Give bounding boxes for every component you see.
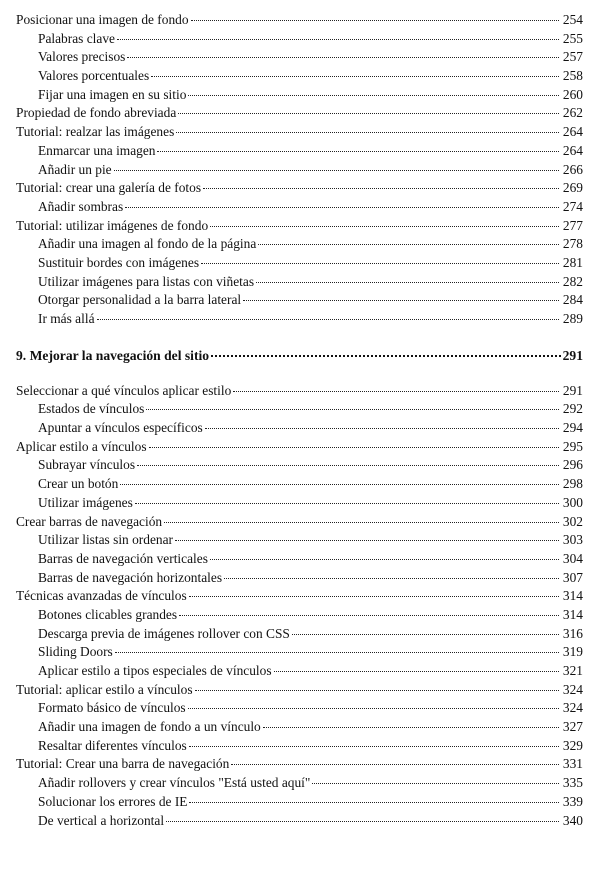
entry-title: Posicionar una imagen de fondo [16, 12, 189, 27]
entry-page-number: 300 [562, 494, 583, 510]
entry-page-number: 254 [562, 12, 583, 27]
toc-subentry[interactable] [16, 456, 583, 475]
dot-leader [210, 226, 559, 227]
entry-page-number: 307 [562, 569, 583, 585]
dot-leader [125, 207, 559, 208]
entry-page-number: 314 [562, 588, 583, 604]
toc-subentry[interactable] [16, 419, 583, 438]
toc-entry[interactable] [16, 587, 583, 606]
toc-subentry[interactable] [16, 67, 583, 86]
entry-page-number: 266 [562, 161, 583, 177]
entry-title: Añadir una imagen al fondo de la página [38, 236, 257, 252]
entry-title: Utilizar imágenes para listas con viñetas [38, 273, 255, 289]
entry-page-number: 257 [562, 49, 583, 65]
entry-title: Añadir sombras [38, 198, 124, 214]
toc-subentry[interactable] [16, 699, 583, 718]
entry-page-number: 302 [562, 513, 583, 529]
entry-title: Resaltar diferentes vínculos [38, 737, 187, 753]
toc-subentry[interactable] [16, 86, 583, 105]
entry-page-number: 298 [562, 476, 583, 492]
toc-subentry[interactable] [16, 774, 583, 793]
entry-page-number: 269 [562, 180, 583, 196]
dot-leader [188, 95, 559, 96]
entry-title: Propiedad de fondo abreviada [16, 105, 177, 121]
toc-entry[interactable] [16, 681, 583, 700]
toc-subentry[interactable] [16, 475, 583, 494]
dot-leader [176, 132, 559, 133]
entry-page-number: 260 [562, 86, 583, 102]
dot-leader [149, 447, 559, 448]
toc-entry[interactable] [16, 513, 583, 532]
dot-leader [231, 764, 559, 765]
dot-leader [201, 263, 559, 264]
entry-page-number: 278 [562, 236, 583, 252]
dot-leader [188, 708, 559, 709]
entry-title: Barras de navegación verticales [38, 550, 208, 566]
entry-page-number: 335 [562, 775, 583, 791]
dot-leader [211, 355, 561, 357]
toc-entry[interactable] [16, 217, 583, 236]
toc-subentry[interactable] [16, 273, 583, 292]
entry-title: Enmarcar una imagen [38, 142, 156, 158]
toc-entry[interactable] [16, 179, 583, 198]
dot-leader [210, 559, 559, 560]
dot-leader [191, 20, 559, 21]
entry-title: Botones clicables grandes [38, 606, 178, 622]
toc-entry[interactable] [16, 123, 583, 142]
entry-page-number: 291 [562, 382, 583, 398]
dot-leader [127, 57, 559, 58]
entry-title: Valores porcentuales [38, 68, 150, 84]
entry-page-number: 284 [562, 292, 583, 308]
entry-page-number: 324 [562, 681, 583, 697]
dot-leader [179, 615, 559, 616]
toc-subentry[interactable] [16, 310, 583, 329]
entry-title: Tutorial: aplicar estilo a vínculos [16, 681, 193, 697]
dot-leader [97, 319, 559, 320]
dot-leader [135, 503, 559, 504]
entry-title: Tutorial: crear una galería de fotos [16, 180, 202, 196]
entry-page-number: 281 [562, 254, 583, 270]
entry-page-number: 340 [562, 812, 583, 828]
entry-title: Tutorial: realzar las imágenes [16, 124, 175, 140]
entry-page-number: 262 [562, 105, 583, 121]
entry-title: Añadir una imagen de fondo a un vínculo [38, 719, 261, 735]
entry-page-number: 319 [562, 644, 583, 660]
dot-leader [243, 300, 559, 301]
dot-leader [189, 596, 559, 597]
dot-leader [224, 578, 559, 579]
toc-subentry[interactable] [16, 737, 583, 756]
dot-leader [146, 409, 559, 410]
entry-page-number: 264 [562, 142, 583, 158]
toc-subentry[interactable] [16, 400, 583, 419]
dot-leader [292, 634, 559, 635]
toc-subentry[interactable] [16, 142, 583, 161]
dot-leader [114, 170, 559, 171]
dot-leader [205, 428, 559, 429]
toc-subentry[interactable] [16, 254, 583, 273]
entry-title: Formato básico de vínculos [38, 700, 186, 716]
entry-page-number: 255 [562, 30, 583, 46]
toc-subentry[interactable] [16, 291, 583, 310]
toc-entry[interactable] [16, 382, 583, 401]
entry-page-number: 258 [562, 68, 583, 84]
toc-subentry[interactable] [16, 550, 583, 569]
entry-page-number: 289 [562, 311, 583, 326]
entry-title: De vertical a horizontal [38, 812, 165, 828]
toc-entry[interactable] [16, 104, 583, 123]
entry-title: Añadir un pie [38, 161, 112, 177]
entry-title: Aplicar estilo a vínculos [16, 438, 147, 454]
dot-leader [166, 821, 559, 822]
entry-page-number: 316 [562, 625, 583, 641]
dot-leader [263, 727, 559, 728]
toc-subentry[interactable] [16, 198, 583, 217]
toc-subentry[interactable] [16, 793, 583, 812]
table-of-contents [16, 11, 583, 830]
dot-leader [157, 151, 559, 152]
entry-title: Sustituir bordes con imágenes [38, 254, 200, 270]
entry-page-number: 274 [562, 198, 583, 214]
dot-leader [115, 652, 559, 653]
entry-page-number: 292 [562, 401, 583, 417]
entry-page-number: 303 [562, 532, 583, 548]
entry-title: Aplicar estilo a tipos especiales de vínculos [38, 663, 272, 678]
entry-title: Descarga previa de imágenes rollover con CSS [38, 625, 290, 641]
dot-leader [256, 282, 559, 283]
entry-title: Añadir rollovers y crear vínculos "Está usted aquí" [38, 775, 311, 791]
entry-title: Crear un botón [38, 476, 119, 492]
dot-leader [233, 391, 559, 392]
entry-page-number: 329 [562, 737, 583, 753]
entry-title: Valores precisos [38, 49, 126, 65]
toc-subentry[interactable] [16, 643, 583, 662]
entry-title: Técnicas avanzadas de vínculos [16, 588, 187, 604]
dot-leader [117, 39, 559, 40]
dot-leader [178, 113, 559, 114]
entry-page-number: 277 [562, 217, 583, 233]
entry-page-number: 296 [562, 457, 583, 473]
dot-leader [189, 746, 559, 747]
dot-leader [258, 244, 559, 245]
entry-title: Fijar una imagen en su sitio [38, 86, 187, 102]
entry-title: Subrayar vínculos [38, 457, 136, 473]
toc-subentry[interactable] [16, 235, 583, 254]
entry-page-number: 282 [562, 273, 583, 289]
entry-page-number: 294 [562, 420, 583, 436]
toc-entry[interactable] [16, 438, 583, 457]
entry-title: Otorgar personalidad a la barra lateral [38, 292, 242, 308]
entry-page-number: 304 [562, 550, 583, 566]
toc-subentry[interactable] [16, 606, 583, 625]
toc-subentry[interactable] [16, 30, 583, 49]
toc-subentry[interactable] [16, 625, 583, 644]
dot-leader [120, 484, 559, 485]
toc-subentry[interactable] [16, 48, 583, 67]
entry-page-number: 264 [562, 124, 583, 140]
entry-page-number: 324 [562, 700, 583, 716]
entry-page-number: 295 [562, 438, 583, 454]
toc-subentry[interactable] [16, 718, 583, 737]
entry-title: Solucionar los errores de IE [38, 793, 188, 809]
toc-subentry[interactable] [16, 662, 583, 681]
dot-leader [189, 802, 559, 803]
entry-title: Crear barras de navegación [16, 513, 163, 529]
toc-entry[interactable] [16, 755, 583, 774]
dot-leader [312, 783, 559, 784]
entry-title: Tutorial: Crear una barra de navegación [16, 756, 230, 772]
entry-title: Tutorial: utilizar imágenes de fondo [16, 217, 209, 233]
toc-subentry[interactable] [16, 812, 583, 831]
dot-leader [203, 188, 559, 189]
entry-title: Utilizar imágenes [38, 494, 133, 510]
toc-section-backgrounds [16, 11, 583, 329]
dot-leader [175, 540, 559, 541]
dot-leader [151, 76, 559, 77]
chapter-title: 9. Mejorar la navegación del sitio [16, 347, 210, 363]
entry-page-number: 339 [562, 793, 583, 809]
toc-subentry[interactable] [16, 161, 583, 180]
dot-leader [164, 522, 559, 523]
entry-page-number: 314 [562, 606, 583, 622]
entry-page-number: 331 [562, 756, 583, 772]
entry-title: Barras de navegación horizontales [38, 569, 223, 585]
entry-title: Estados de vínculos [38, 401, 145, 417]
dot-leader [195, 690, 559, 691]
entry-title: Utilizar listas sin ordenar [38, 532, 173, 548]
chapter-heading[interactable] [16, 345, 583, 367]
chapter-page-number: 291 [562, 347, 583, 363]
dot-leader [137, 465, 559, 466]
entry-title: Apuntar a vínculos específicos [38, 420, 203, 436]
entry-title: Seleccionar a qué vínculos aplicar estilo [16, 382, 232, 398]
entry-page-number: 327 [562, 719, 583, 735]
toc-subentry[interactable] [16, 531, 583, 550]
entry-page-number: 321 [562, 663, 583, 678]
toc-subentry[interactable] [16, 494, 583, 513]
dot-leader [274, 671, 559, 672]
toc-section-navigation [16, 382, 583, 831]
entry-title: Sliding Doors [38, 644, 113, 660]
entry-title: Ir más allá [38, 311, 95, 326]
entry-title: Palabras clave [38, 30, 115, 46]
toc-entry[interactable] [16, 11, 583, 30]
toc-subentry[interactable] [16, 569, 583, 588]
